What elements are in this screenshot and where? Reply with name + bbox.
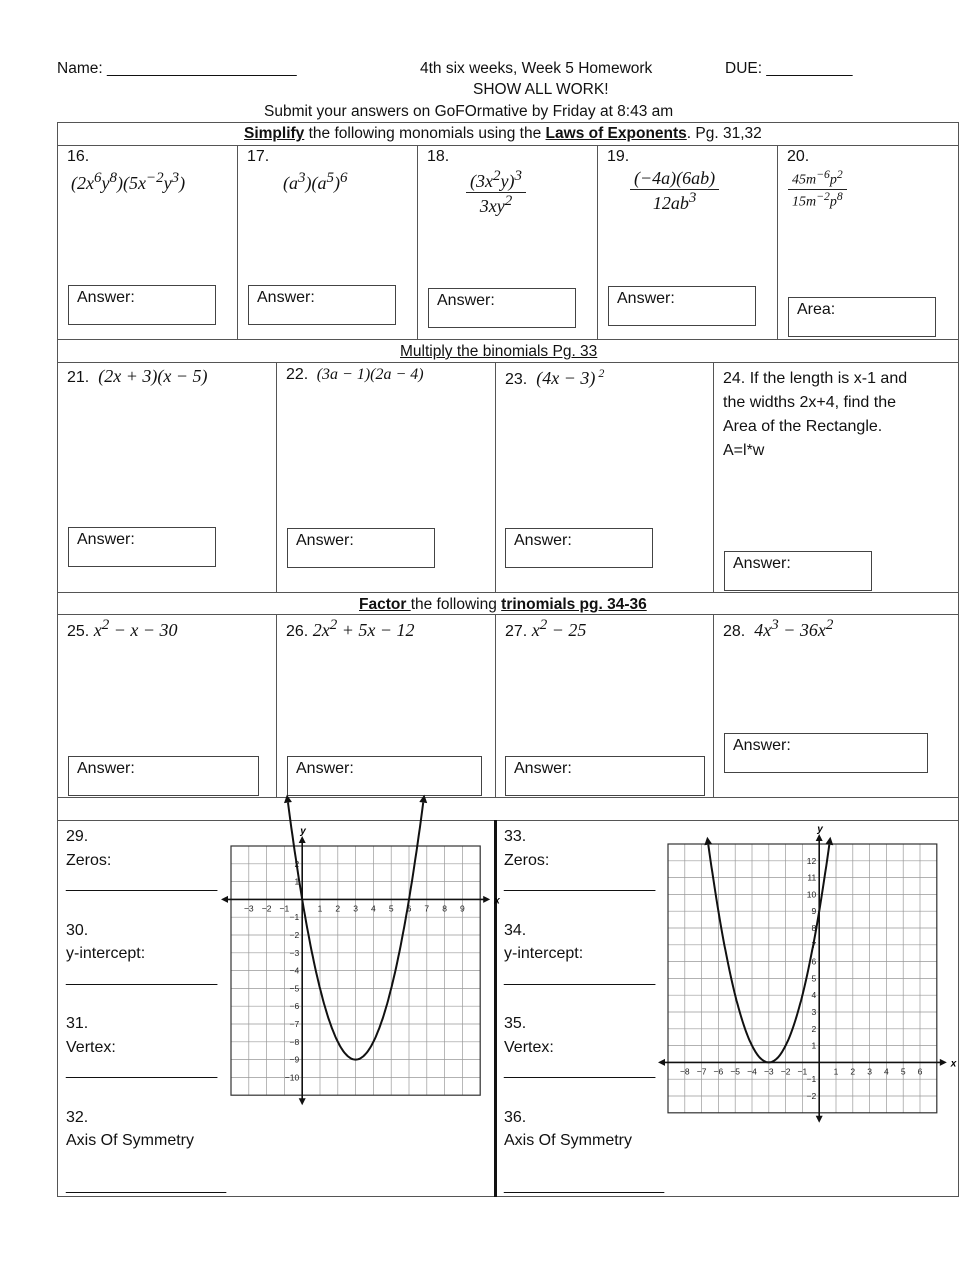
section-multiply-heading: Multiply the binomials Pg. 33 [400, 343, 598, 360]
problem-23-answer-box[interactable]: Answer: [505, 528, 653, 568]
problem-19-number: 19. [607, 148, 630, 165]
y-tick-label: −7 [289, 1019, 300, 1029]
y-tick-label: −6 [289, 1001, 300, 1012]
problem-21-answer-box[interactable]: Answer: [68, 527, 216, 567]
x-tick-label: −2 [261, 903, 272, 914]
grid [231, 846, 480, 1095]
x-axis-label: x [494, 895, 500, 907]
y-tick-label: −8 [289, 1036, 300, 1047]
problem-19-answer-box[interactable]: Answer: [608, 286, 756, 326]
problem-17-expression: $(a^3)(a^5)^6$ [283, 170, 348, 193]
answer-line-31[interactable]: _________________ [66, 1062, 218, 1079]
y-tick-label: 8 [811, 923, 817, 933]
problem-17-number: 17. [247, 148, 270, 165]
problem-23: 23. (4x − 3) $^2$ [505, 366, 605, 388]
y-tick-label: 1 [294, 876, 300, 887]
graph-right-questions: 33. Zeros: _________________ 34. y-intercept: _________________ 35. Vertex: _________________ 36. Axis Of Symmetry __________________ [504, 825, 664, 1197]
x-tick-label: −3 [763, 1066, 774, 1077]
answer-line-33[interactable]: _________________ [504, 875, 656, 892]
problem-20-area-box[interactable]: Area: [788, 297, 936, 337]
y-axis-arrow-up [299, 836, 306, 843]
problem-20-expression: $\frac{45m^{-6}p^2}{15m^{-2}p^8}$ [788, 168, 847, 210]
answer-line-35[interactable]: _________________ [504, 1062, 656, 1079]
x-tick-label: 1 [833, 1066, 839, 1077]
problem-26: 26. $2x^2 + 5x - 12$ [286, 617, 415, 640]
x-tick-label: 2 [850, 1066, 856, 1077]
problem-18-number: 18. [427, 148, 450, 165]
y-tick-label: 2 [811, 1023, 817, 1034]
x-tick-label: 3 [867, 1066, 872, 1077]
y-tick-label: 11 [807, 872, 817, 883]
answer-line-32[interactable]: __________________ [66, 1176, 227, 1194]
problem-28-answer-box[interactable]: Answer: [724, 733, 928, 773]
y-axis-label: y [300, 826, 306, 837]
homework-title: 4th six weeks, Week 5 Homework [420, 60, 653, 77]
graph-right [660, 824, 957, 1118]
answer-line-29[interactable]: _________________ [66, 875, 218, 892]
problem-24-text: 24. If the length is x-1 and the widths 2x+4, find the Area of the Rectangle. A=l*w [723, 370, 908, 459]
problem-22: 22. (3a − 1)(2a − 4) [286, 366, 424, 383]
graph-left-questions: 29. Zeros: _________________ 30. y-intercept: _________________ 31. Vertex: _________________ 32. Axis Of Symmetry __________________ [66, 825, 226, 1197]
y-axis-arrow-up [816, 834, 823, 841]
x-tick-label: 8 [442, 903, 447, 914]
x-tick-label: 3 [353, 903, 358, 914]
y-tick-label: 5 [811, 973, 817, 984]
problem-28: 28. $4x^3 - 36x^2$ [723, 617, 834, 640]
section-factor-heading: Factor the following trinomials pg. 34-36 [359, 596, 647, 613]
problem-22-answer-box[interactable]: Answer: [287, 528, 435, 568]
x-axis-arrow-right [483, 896, 490, 903]
y-tick-label: −2 [289, 930, 300, 940]
y-tick-label: 2 [294, 858, 300, 869]
y-tick-label: 12 [806, 855, 817, 866]
y-tick-label: −1 [289, 912, 300, 923]
x-tick-label: −5 [730, 1066, 741, 1077]
problem-18-expression: $\frac{(3x^2y)^3}{3xy^2}$ [466, 168, 526, 217]
x-tick-label: −6 [713, 1066, 724, 1077]
y-axis-label: y [817, 824, 823, 835]
x-tick-label: −8 [679, 1066, 690, 1077]
answer-line-30[interactable]: _________________ [66, 968, 218, 986]
x-tick-label: −1 [279, 903, 290, 914]
x-tick-label: −1 [797, 1066, 808, 1077]
show-work-note: SHOW ALL WORK! [473, 81, 609, 98]
problem-20-number: 20. [787, 148, 810, 165]
problem-18-answer-box[interactable]: Answer: [428, 288, 576, 328]
graph-left [222, 826, 500, 1100]
x-tick-label: −2 [780, 1066, 791, 1077]
y-axis-arrow-down [299, 1098, 306, 1105]
submit-note: Submit your answers on GoFOrmative by Friday at 8:43 am [264, 103, 674, 120]
problem-16-answer-box[interactable]: Answer: [68, 285, 216, 325]
problem-21: 21. (2x + 3)(x − 5) [67, 366, 208, 386]
x-axis-arrow-left [221, 896, 228, 903]
y-tick-label: −3 [289, 947, 300, 958]
x-axis-arrow-left [658, 1059, 665, 1066]
x-tick-label: 6 [917, 1066, 923, 1077]
x-tick-label: 6 [406, 903, 412, 914]
x-tick-label: 1 [317, 903, 323, 914]
problem-25: 25. $x^2 - x - 30$ [67, 617, 178, 640]
y-tick-label: −1 [806, 1074, 817, 1085]
x-tick-label: −3 [243, 903, 254, 914]
x-tick-label: −7 [696, 1066, 707, 1077]
y-tick-label: −4 [289, 965, 300, 976]
problem-16-expression: $(2x^6y^8)(5x^{-2}y^3)$ [71, 170, 186, 193]
y-tick-label: −9 [289, 1054, 300, 1065]
problem-19-expression: $\frac{(-4a)(6ab)}{12ab^3}$ [630, 168, 719, 214]
problem-27-answer-box[interactable]: Answer: [505, 756, 705, 796]
problem-27: 27. $x^2 - 25$ [505, 617, 587, 640]
due-field[interactable]: DUE: __________ [725, 60, 853, 77]
y-axis-arrow-down [816, 1116, 823, 1123]
y-tick-label: 4 [811, 990, 817, 1001]
x-tick-label: 5 [900, 1066, 906, 1077]
x-tick-label: 4 [371, 903, 376, 914]
parabola-arrow-right [825, 837, 833, 845]
y-tick-label: 7 [811, 939, 817, 950]
problem-17-answer-box[interactable]: Answer: [248, 285, 396, 325]
y-tick-label: 10 [806, 889, 817, 900]
problem-16-number: 16. [67, 148, 90, 165]
problem-26-answer-box[interactable]: Answer: [287, 756, 482, 796]
parabola-arrow-left [704, 837, 712, 845]
section-simplify-heading: Simplify the following monomials using the Laws of Exponents. Pg. 31,32 [244, 125, 762, 142]
x-tick-label: 4 [884, 1066, 889, 1077]
x-tick-label: 9 [460, 903, 465, 914]
x-tick-label: 2 [335, 903, 341, 914]
problem-24-answer-box[interactable]: Answer: [724, 551, 872, 591]
y-tick-label: −2 [806, 1091, 817, 1101]
y-tick-label: 3 [811, 1007, 817, 1017]
x-tick-label: 7 [424, 903, 430, 914]
y-tick-label: 9 [811, 906, 817, 917]
answer-line-36[interactable]: __________________ [504, 1176, 665, 1194]
answer-line-34[interactable]: _________________ [504, 968, 656, 986]
y-tick-label: −10 [284, 1072, 300, 1083]
problem-25-answer-box[interactable]: Answer: [68, 756, 259, 796]
x-axis-label: x [950, 1058, 957, 1070]
x-tick-label: 5 [388, 903, 394, 914]
y-tick-label: −5 [289, 983, 300, 994]
x-axis-arrow-right [940, 1059, 947, 1066]
x-tick-label: −4 [747, 1066, 757, 1077]
y-tick-label: 6 [811, 956, 817, 967]
y-tick-label: 1 [811, 1040, 817, 1051]
name-field[interactable]: Name: ______________________ [57, 60, 297, 77]
